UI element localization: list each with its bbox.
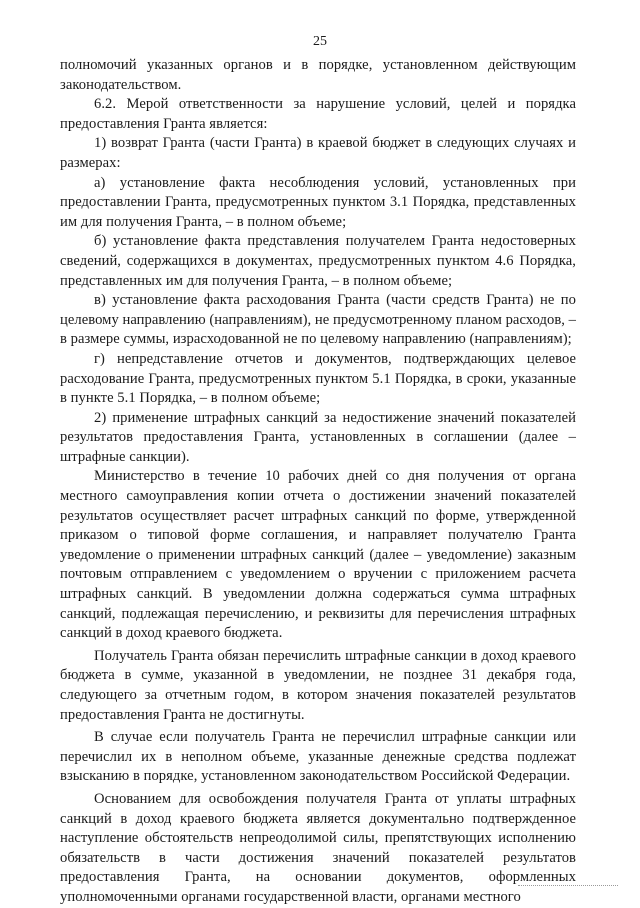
scan-artifact-line: [518, 885, 618, 887]
paragraph-item-2: 2) применение штрафных санкций за недостижение значений показателей результатов предоставления Гранта, установленных в соглашении (далее – штрафные санкции).: [60, 409, 576, 465]
paragraph-payment-obligation: Получатель Гранта обязан перечислить штрафные санкции в доход краевого бюджета в сумме, указанной в уведомлении, не позднее 31 декабря года, следующего за отчетным годом, в котором значения показателей результатов предоставления Гранта не достигнуты.: [60, 647, 576, 723]
paragraph-force-majeure: Основанием для освобождения получателя Гранта от уплаты штрафных санкций в доход краевого бюджета является документально подтвержденное наступление обстоятельств непреодолимой силы, препятствующих исполнению обязательств в части достижения значений показателей результатов предоставления Гранта, на основании документов, оформленных уполномоченными органами государственной власти, органами местного: [60, 790, 576, 905]
paragraph-subitem-b: б) установление факта представления получателем Гранта недостоверных сведений, содержащихся в документах, предусмотренных пунктом 4.6 Порядка, представленных им для получения Гранта, – в полном объеме;: [60, 233, 576, 289]
document-body: [60, 56, 576, 908]
paragraph-subitem-a: а) установление факта несоблюдения условий, установленных при предоставлении Гранта, предусмотренных пунктом 3.1 Порядка, представленных им для получения Гранта, – в полном объеме;: [60, 174, 576, 230]
paragraph-ministry-procedure: Министерство в течение 10 рабочих дней со дня получения от органа местного самоуправления копии отчета о достижении значений показателей результатов осуществляет расчет штрафных санкций по форме, утвержденной приказом о типовой форме соглашения, и направляет получателю Гранта уведомление о применении штрафных санкций (далее – уведомление) заказным почтовым отправлением с уведомлением о вручении с приложением расчета штрафных санкций. В уведомлении должна содержаться сумма штрафных санкций, подлежащая перечислению, и реквизиты для перечисления штрафных санкций в доход краевого бюджета.: [60, 468, 576, 642]
paragraph-subitem-v: в) установление факта расходования Гранта (части средств Гранта) не по целевому направлению (направлениям), не предусмотренному планом расходов, – в размере суммы, израсходованной не по целевому направлению (направлениям);: [60, 292, 576, 348]
paragraph-item-1: 1) возврат Гранта (части Гранта) в краевой бюджет в следующих случаях и размерах:: [60, 135, 576, 171]
paragraph-subitem-g: г) непредставление отчетов и документов, подтверждающих целевое расходование Гранта, предусмотренных пунктом 5.1 Порядка, в сроки, указанные в пункте 5.1 Порядка, – в полном объеме;: [60, 350, 576, 407]
paragraph-clause-6-2: 6.2. Мерой ответственности за нарушение условий, целей и порядка предоставления Гранта является:: [60, 96, 576, 132]
paragraph-continuation: полномочий указанных органов и в порядке, установленном действующим законодательством.: [60, 57, 576, 93]
paragraph-recovery: В случае если получатель Гранта не перечислил штрафные санкции или перечислил их в неполном объеме, указанные денежные средства подлежат взысканию в порядке, установленном законодательством Российской Федерации.: [60, 729, 576, 785]
page-number: 25: [313, 34, 327, 49]
